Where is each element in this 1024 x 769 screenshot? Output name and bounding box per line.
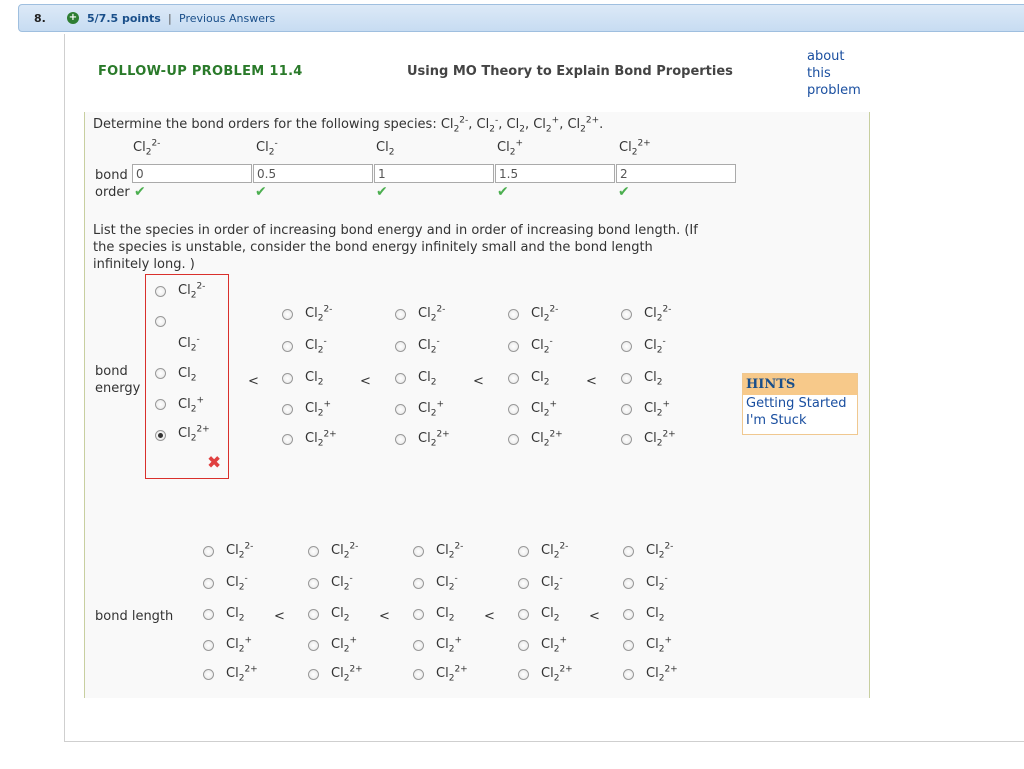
problem-label: FOLLOW-UP PROBLEM 11.4 (98, 64, 303, 79)
species-option-label: $Cl_2$ (541, 606, 560, 624)
species-column-header: $Cl_2$ (376, 140, 395, 158)
species-radio[interactable] (621, 309, 632, 320)
species-radio[interactable] (623, 578, 634, 589)
species-option-label: $Cl_2^{2-}$ (436, 541, 464, 561)
ordering-prompt-line-3: infinitely long. ) (93, 257, 195, 272)
species-radio[interactable] (508, 434, 519, 445)
species-radio[interactable] (623, 546, 634, 557)
species-option-label: $Cl_2$ (646, 606, 665, 624)
species-radio[interactable] (395, 373, 406, 384)
species-radio[interactable] (155, 430, 166, 441)
species-radio[interactable] (413, 609, 424, 620)
less-than-sign: < (274, 609, 285, 624)
ordering-prompt-line-1: List the species in order of increasing bond energy and in order of increasing bond length. (If (93, 223, 698, 238)
less-than-sign: < (484, 609, 495, 624)
species-radio[interactable] (203, 546, 214, 557)
species-option-label: $Cl_2$ (331, 606, 350, 624)
species-radio[interactable] (155, 399, 166, 410)
species-option-label: $Cl_2^{2-}$ (418, 304, 446, 324)
correct-check-icon: ✔ (134, 184, 146, 200)
species-radio[interactable] (413, 640, 424, 651)
species-option-label: $Cl_2^-$ (418, 336, 440, 356)
correct-check-icon: ✔ (255, 184, 267, 200)
species-option-label: $Cl_2^+$ (644, 399, 670, 419)
previous-answers-link[interactable]: Previous Answers (179, 12, 276, 25)
species-option-label: $Cl_2^-$ (436, 573, 458, 593)
species-option-label: $Cl_2^{2-}$ (178, 281, 206, 301)
species-option-label: $Cl_2^{2+}$ (178, 424, 210, 444)
ordering-prompt-line-2: the species is unstable, consider the bond energy infinitely small and the bond length (93, 240, 653, 255)
species-option-label: $Cl_2$ (226, 606, 245, 624)
species-option-label: $Cl_2^{2-}$ (531, 304, 559, 324)
species-radio[interactable] (282, 434, 293, 445)
species-option-label: $Cl_2$ (418, 370, 437, 388)
species-column-header: $Cl_2^-$ (256, 138, 278, 158)
species-option-label: $Cl_2^{2+}$ (305, 429, 337, 449)
species-option-label: $Cl_2^{2-}$ (305, 304, 333, 324)
less-than-sign: < (473, 374, 484, 389)
species-option-label: $Cl_2$ (305, 370, 324, 388)
header-separator: | (168, 12, 172, 25)
species-option-label: $Cl_2^{2+}$ (418, 429, 450, 449)
species-option-label: $Cl_2^-$ (531, 336, 553, 356)
species-radio[interactable] (203, 640, 214, 651)
species-radio[interactable] (395, 434, 406, 445)
about-line[interactable]: problem (807, 83, 861, 98)
species-option-label: $Cl_2^{2-}$ (541, 541, 569, 561)
species-option-label: $Cl_2$ (531, 370, 550, 388)
species-radio[interactable] (621, 434, 632, 445)
species-radio[interactable] (203, 609, 214, 620)
less-than-sign: < (360, 374, 371, 389)
species-radio[interactable] (155, 368, 166, 379)
species-option-label: $Cl_2^{2+}$ (646, 664, 678, 684)
species-radio[interactable] (413, 546, 424, 557)
about-line[interactable]: this (807, 66, 831, 81)
species-radio[interactable] (518, 546, 529, 557)
question-header-bar (18, 4, 1024, 32)
species-radio[interactable] (518, 609, 529, 620)
species-option-label: $Cl_2^+$ (531, 399, 557, 419)
species-option-label: $Cl_2^+$ (226, 635, 252, 655)
about-this-problem-link[interactable] (807, 48, 861, 99)
species-option-label: $Cl_2^+$ (418, 399, 444, 419)
species-radio[interactable] (518, 669, 529, 680)
species-option-label: $Cl_2^{2+}$ (331, 664, 363, 684)
species-option-label: $Cl_2^{2-}$ (644, 304, 672, 324)
less-than-sign: < (586, 374, 597, 389)
less-than-sign: < (589, 609, 600, 624)
bond-order-prompt: Determine the bond orders for the following species: $Cl_2^{2-}$, $Cl_2^-$, $Cl_2$, $Cl_2^+$, $Cl_2^{2+}$. (93, 115, 604, 135)
species-radio[interactable] (282, 341, 293, 352)
bond-order-input[interactable] (253, 164, 373, 183)
hints-panel (742, 373, 858, 435)
species-radio[interactable] (621, 341, 632, 352)
species-option-label: $Cl_2^-$ (331, 573, 353, 593)
problem-subject: Using MO Theory to Explain Bond Properties (407, 64, 733, 79)
species-option-label: $Cl_2^+$ (331, 635, 357, 655)
species-option-label: $Cl_2^{2+}$ (436, 664, 468, 684)
species-option-label: $Cl_2^+$ (436, 635, 462, 655)
about-line[interactable]: about (807, 49, 845, 64)
species-option-label: $Cl_2^-$ (226, 573, 248, 593)
species-radio[interactable] (395, 341, 406, 352)
species-radio[interactable] (155, 316, 166, 327)
species-option-label: $Cl_2^{2-}$ (226, 541, 254, 561)
species-option-label: $Cl_2^+$ (541, 635, 567, 655)
species-option-label: $Cl_2^{2+}$ (226, 664, 258, 684)
bond-order-input[interactable] (374, 164, 494, 183)
species-radio[interactable] (308, 546, 319, 557)
species-radio[interactable] (308, 578, 319, 589)
species-radio[interactable] (623, 640, 634, 651)
species-option-label: $Cl_2^+$ (646, 635, 672, 655)
less-than-sign: < (248, 374, 259, 389)
correct-check-icon: ✔ (376, 184, 388, 200)
species-radio[interactable] (395, 404, 406, 415)
species-radio[interactable] (308, 640, 319, 651)
species-radio[interactable] (282, 404, 293, 415)
species-radio[interactable] (518, 578, 529, 589)
species-option-label: $Cl_2^-$ (541, 573, 563, 593)
species-radio[interactable] (203, 669, 214, 680)
species-radio[interactable] (621, 373, 632, 384)
species-radio[interactable] (508, 309, 519, 320)
correct-check-icon: ✔ (618, 184, 630, 200)
hint-getting-started-link[interactable]: Getting Started (746, 396, 847, 411)
species-radio[interactable] (203, 578, 214, 589)
species-radio[interactable] (518, 640, 529, 651)
correct-check-icon: ✔ (497, 184, 509, 200)
species-radio[interactable] (623, 609, 634, 620)
less-than-sign: < (379, 609, 390, 624)
bond-order-input[interactable] (495, 164, 615, 183)
bond-order-label-2: order (95, 185, 130, 200)
species-option-label: $Cl_2^+$ (305, 399, 331, 419)
species-column-header: $Cl_2^{2+}$ (619, 138, 651, 158)
bond-length-label: bond length (95, 609, 174, 624)
incorrect-x-icon: ✖ (207, 453, 222, 473)
expand-plus-icon[interactable]: + (68, 12, 78, 23)
species-radio[interactable] (413, 578, 424, 589)
species-option-label: $Cl_2^{2+}$ (531, 429, 563, 449)
species-option-label: $Cl_2$ (436, 606, 455, 624)
species-option-label: $Cl_2$ (178, 366, 197, 384)
species-option-label: $Cl_2^-$ (305, 336, 327, 356)
species-option-label: $Cl_2^{2-}$ (646, 541, 674, 561)
species-option-label: $Cl_2^-$ (178, 334, 200, 354)
species-radio[interactable] (155, 286, 166, 297)
species-option-label: $Cl_2^-$ (644, 336, 666, 356)
species-radio[interactable] (308, 669, 319, 680)
species-radio[interactable] (508, 341, 519, 352)
hint-im-stuck-link[interactable]: I'm Stuck (746, 413, 807, 428)
bond-order-input[interactable] (132, 164, 252, 183)
species-option-label: $Cl_2^{2+}$ (644, 429, 676, 449)
species-column-header: $Cl_2^{2-}$ (133, 138, 161, 158)
species-radio[interactable] (282, 309, 293, 320)
species-option-label: $Cl_2^+$ (178, 395, 204, 415)
points-score: 5/7.5 points (87, 12, 161, 25)
species-option-label: $Cl_2$ (644, 370, 663, 388)
species-radio[interactable] (508, 404, 519, 415)
species-radio[interactable] (308, 609, 319, 620)
species-column-header: $Cl_2^+$ (497, 138, 523, 158)
species-radio[interactable] (395, 309, 406, 320)
bond-order-label: bond (95, 168, 128, 183)
species-radio[interactable] (413, 669, 424, 680)
species-option-label: $Cl_2^{2+}$ (541, 664, 573, 684)
question-number: 8. (34, 12, 46, 25)
species-radio[interactable] (508, 373, 519, 384)
species-option-label: $Cl_2^-$ (646, 573, 668, 593)
hints-title: HINTS (743, 374, 857, 395)
bond-energy-label: bond (95, 364, 128, 379)
bond-order-input[interactable] (616, 164, 736, 183)
bond-energy-label-2: energy (95, 381, 141, 396)
species-option-label: $Cl_2^{2-}$ (331, 541, 359, 561)
species-radio[interactable] (621, 404, 632, 415)
species-radio[interactable] (623, 669, 634, 680)
species-radio[interactable] (282, 373, 293, 384)
